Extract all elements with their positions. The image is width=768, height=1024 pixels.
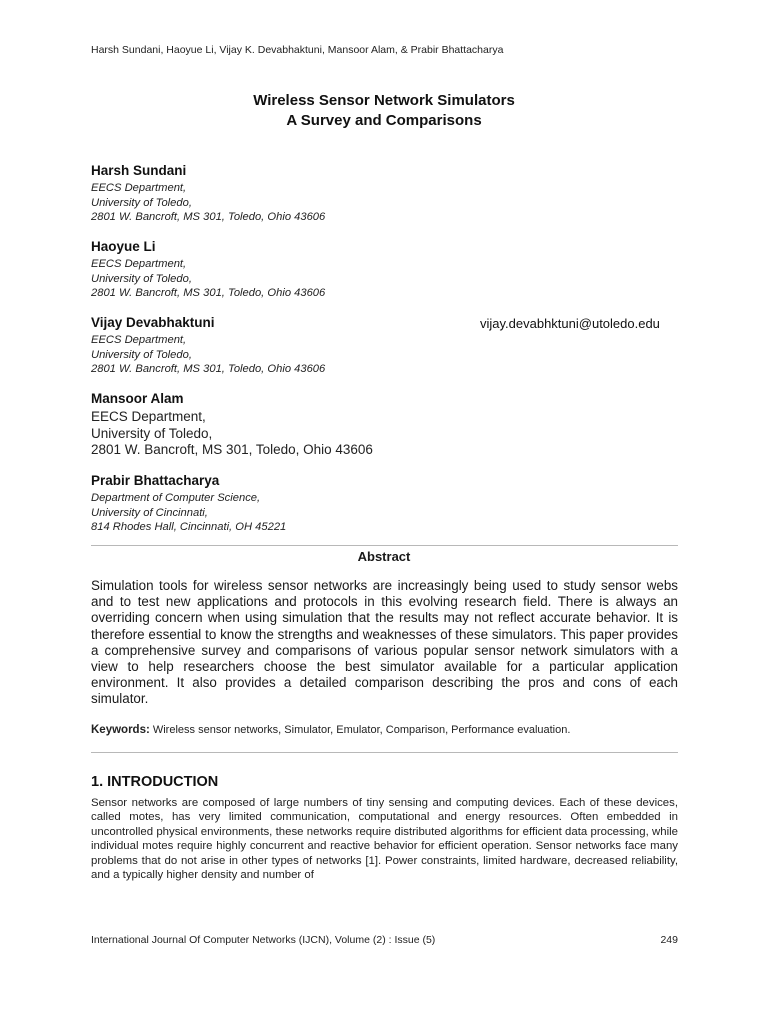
keywords-label: Keywords: [91, 724, 150, 736]
author-name: Vijay Devabhaktuni [91, 315, 215, 330]
author-name: Haoyue Li [91, 239, 156, 254]
author-name: Harsh Sundani [91, 163, 187, 178]
author-department: EECS Department, [91, 258, 187, 270]
page-footer [91, 934, 678, 946]
author-address: 2801 W. Bancroft, MS 301, Toledo, Ohio 43606 [91, 211, 326, 223]
divider-rule [91, 752, 678, 753]
author-name: Prabir Bhattacharya [91, 473, 220, 488]
divider-rule [91, 545, 678, 546]
running-head: Harsh Sundani, Haoyue Li, Vijay K. Devabhaktuni, Mansoor Alam, & Prabir Bhattacharya [91, 44, 504, 56]
author-address: 814 Rhodes Hall, Cincinnati, OH 45221 [91, 521, 287, 533]
paper-title-line-2: A Survey and Comparisons [286, 112, 482, 129]
page-number: 249 [660, 934, 678, 946]
abstract-text: Simulation tools for wireless sensor networks are increasingly being used to study sensor webs and to test new applications and protocols in this evolving research field. There is always an overriding concern when using simulation that the results may not reflect accurate behavior. It is therefore essential to know the strengths and weaknesses of these simulators. This paper provides a comprehensive survey and comparisons of various popular sensor network simulators with a view to help researchers choose the best simulator available for a particular application environment. It also provides a detailed comparison describing the pros and cons of each simulator. [91, 578, 678, 707]
author-department: Department of Computer Science, [91, 492, 261, 504]
author-address: 2801 W. Bancroft, MS 301, Toledo, Ohio 43606 [91, 442, 373, 457]
author-block [91, 473, 286, 535]
keywords-line [91, 724, 570, 736]
author-block [91, 315, 325, 377]
footer-journal: International Journal Of Computer Networks (IJCN), Volume (2) : Issue (5) [91, 934, 436, 946]
author-institution: University of Toledo, [91, 348, 192, 361]
author-address: 2801 W. Bancroft, MS 301, Toledo, Ohio 43606 [91, 287, 326, 299]
author-address: 2801 W. Bancroft, MS 301, Toledo, Ohio 43606 [91, 363, 326, 375]
author-department: EECS Department, [91, 182, 187, 194]
section-body-text: Sensor networks are composed of large numbers of tiny sensing and computing devices. Each of these devices, called motes, has very limited communication, computational and energy resources. Often embedded in uncontrolled physical environments, these networks require distributed algorithms for efficient data processing, while individual motes require highly concurrent and reactive behavior for efficient operation. Sensor networks face many problems that do not arise in other types of networks [1]. Power constraints, limited hardware, decreased reliability, and a typically higher density and number of [91, 797, 678, 882]
keywords-text: Wireless sensor networks, Simulator, Emulator, Comparison, Performance evaluation. [152, 724, 571, 736]
author-block [91, 391, 373, 459]
abstract-heading: Abstract [357, 549, 411, 564]
section-heading: 1. INTRODUCTION [91, 774, 219, 790]
author-department: EECS Department, [91, 409, 206, 424]
author-institution: University of Cincinnati, [91, 506, 208, 519]
author-institution: University of Toledo, [91, 425, 213, 441]
author-block [91, 239, 325, 301]
author-institution: University of Toledo, [91, 272, 192, 285]
author-block [91, 163, 325, 225]
author-name: Mansoor Alam [91, 391, 184, 406]
author-department: EECS Department, [91, 334, 187, 346]
paper-title-line-1: Wireless Sensor Network Simulators [253, 92, 515, 109]
author-institution: University of Toledo, [91, 196, 192, 209]
author-email[interactable]: vijay.devabhktuni@utoledo.edu [480, 316, 660, 331]
